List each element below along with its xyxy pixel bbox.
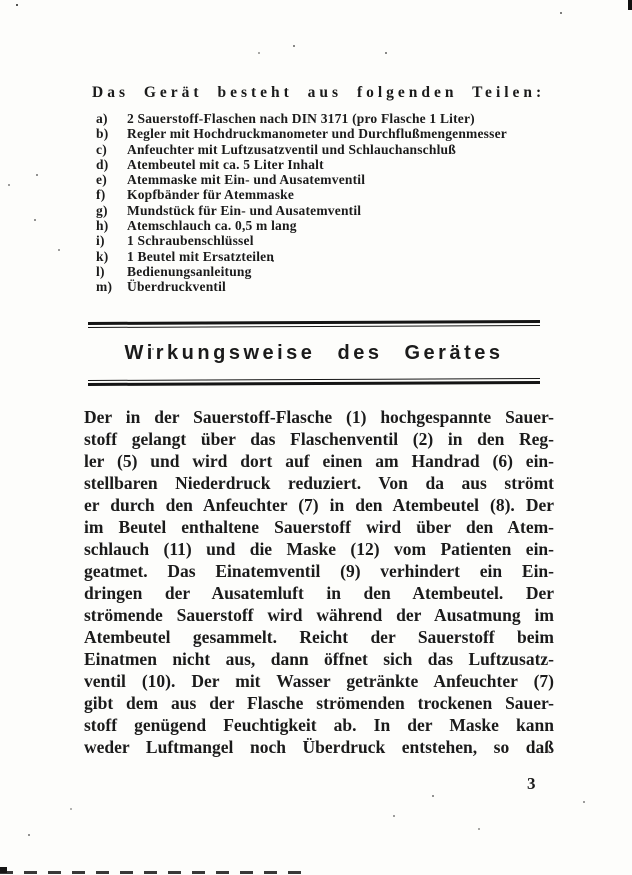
list-item-label: g) [96, 202, 108, 218]
list-item-label: b) [96, 126, 109, 142]
scan-corner-artifact [628, 0, 632, 10]
list-item-text: Mundstück für Ein- und Ausatemventil [127, 202, 362, 218]
list-item-text: Atemmaske mit Ein- und Ausatemventil [127, 172, 366, 188]
list-item-text: 2 Sauerstoff-Flaschen nach DIN 3171 (pro Flasche 1 Liter) [127, 111, 475, 126]
list-item-label: l) [96, 263, 105, 279]
list-item [96, 126, 556, 141]
list-item [96, 279, 556, 294]
list-item-text: 1 Schraubenschlüssel [127, 233, 254, 249]
body-line: gibt dem aus der Flasche strömenden trockenen Sauer- [84, 693, 554, 713]
list-item-label: a) [96, 111, 108, 126]
body-line: Der in der Sauerstoff-Flasche (1) hochgespannte Sauer- [84, 407, 554, 427]
list-item [96, 203, 556, 218]
rule-line [88, 320, 540, 325]
page-number: 3 [527, 774, 536, 793]
body-line: Einatmen nicht aus, dann öffnet sich das Luftzusatz- [84, 649, 554, 669]
list-item [96, 111, 556, 126]
body-line: ler (5) und wird dort auf einen am Handrad (6) ein- [84, 451, 554, 471]
list-item [96, 172, 556, 187]
body-line: weder Luftmangel noch Überdruck entstehen, so daß [84, 737, 554, 757]
parts-list [96, 111, 556, 295]
body-line: im Beutel enthaltene Sauerstoff wird über den Atem- [84, 517, 554, 537]
body-line: Atembeutel gesammelt. Reicht der Sauerstoff beim [84, 627, 554, 647]
list-item-label: f) [96, 187, 106, 203]
body-line: stoff genügend Feuchtigkeit ab. In der Maske kann [84, 715, 554, 735]
list-item [96, 157, 556, 172]
list-item [96, 233, 556, 248]
list-item-label: i) [96, 233, 105, 249]
list-item [96, 142, 556, 157]
list-item-text: Überdruckventil [127, 279, 226, 295]
body-line: stoff gelangt über das Flaschenventil (2) in den Reg- [84, 429, 554, 449]
scan-bottom-edge-blob [0, 867, 7, 873]
body-line: schlauch (11) und die Maske (12) vom Patienten ein- [84, 539, 554, 559]
body-line: stellbaren Niederdruck reduziert. Von da aus strömt [84, 473, 554, 493]
rule-line [88, 381, 540, 386]
list-item [96, 187, 556, 202]
parts-list-heading: Das Gerät besteht aus folgenden Teilen: [92, 84, 546, 101]
body-line: ventil (10). Der mit Wasser getränkte Anfeuchter (7) [84, 671, 554, 691]
body-paragraph [84, 406, 554, 758]
list-item-label: c) [96, 141, 107, 157]
list-item-label: k) [96, 248, 109, 264]
list-item-text: Bedienungsanleitung [127, 263, 252, 279]
scan-speckles [0, 0, 2, 2]
list-item-label: d) [96, 156, 109, 172]
section-heading-box [88, 321, 540, 385]
list-item-text: 1 Beutel mit Ersatzteilen [127, 248, 275, 264]
section-heading: Wirkungsweise des Gerätes [124, 342, 504, 364]
body-line: dringen der Ausatemluft in den Atembeutel. Der [84, 583, 554, 603]
list-item-label: m) [96, 279, 113, 295]
scan-bottom-edge-artifact [0, 871, 310, 874]
list-item-text: Atembeutel mit ca. 5 Liter Inhalt [127, 156, 324, 172]
list-item-text: Atemschlauch ca. 0,5 m lang [127, 218, 297, 234]
list-item [96, 264, 556, 279]
list-item [96, 218, 556, 233]
rule-bottom [88, 378, 540, 386]
list-item-text: Anfeuchter mit Luftzusatzventil und Schlauchanschluß [127, 141, 456, 157]
list-item-label: e) [96, 172, 107, 188]
list-item-text: Kopfbänder für Atemmaske [127, 187, 295, 203]
body-line: geatmet. Das Einatemventil (9) verhindert ein Ein- [84, 561, 554, 581]
list-item-text: Regler mit Hochdruckmanometer und Durchflußmengenmesser [127, 126, 507, 142]
list-item-label: h) [96, 218, 109, 234]
list-item [96, 249, 556, 264]
body-line: strömende Sauerstoff wird während der Ausatmung im [84, 605, 554, 625]
body-line: er durch den Anfeuchter (7) in den Atembeutel (8). Der [84, 495, 554, 515]
